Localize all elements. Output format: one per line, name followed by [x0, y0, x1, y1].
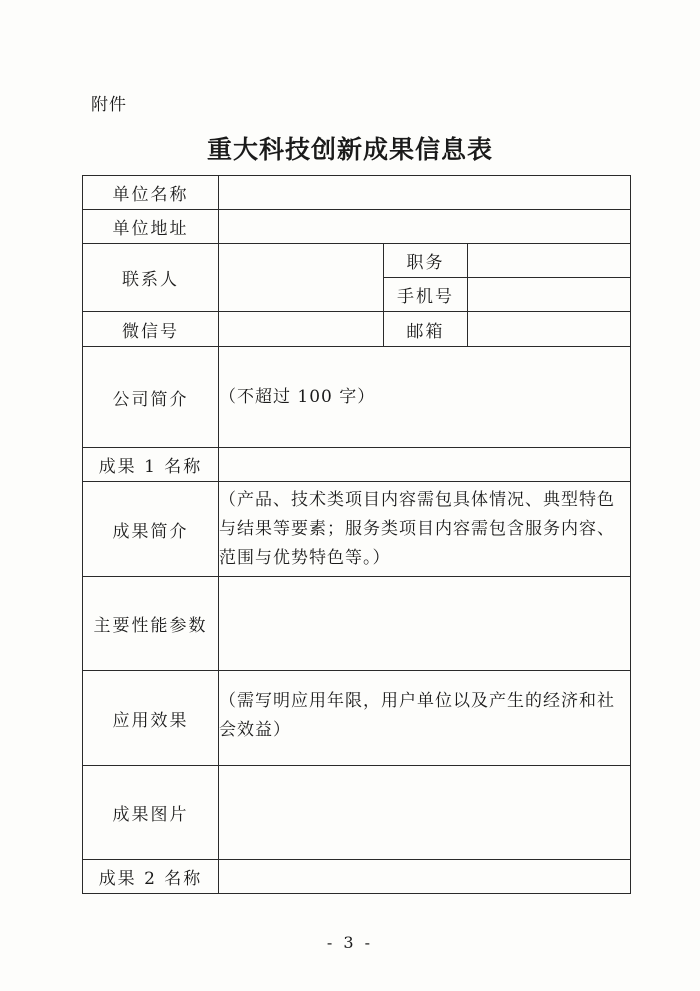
row-contact-position — [83, 244, 631, 278]
label-application-effect: 应用效果 — [83, 671, 219, 766]
field-position[interactable] — [468, 244, 631, 278]
label-unit-name: 单位名称 — [83, 176, 219, 210]
label-email: 邮箱 — [384, 312, 468, 347]
row-application-effect — [83, 671, 631, 766]
field-wechat[interactable] — [219, 312, 384, 347]
label-result-intro: 成果简介 — [83, 482, 219, 577]
row-result1-name — [83, 448, 631, 482]
label-mobile: 手机号 — [384, 278, 468, 312]
label-contact: 联系人 — [83, 244, 219, 312]
info-form-table — [82, 175, 631, 894]
note-result-intro[interactable]: （产品、技术类项目内容需包具体情况、典型特色与结果等要素；服务类项目内容需包含服务内容、范围与优势特色等。） — [219, 482, 631, 577]
attachment-label: 附件 — [91, 95, 127, 115]
label-company-intro: 公司简介 — [83, 347, 219, 448]
field-result2-name[interactable] — [219, 860, 631, 894]
row-unit-address — [83, 210, 631, 244]
note-application-effect[interactable]: （需写明应用年限，用户单位以及产生的经济和社会效益） — [219, 671, 631, 766]
row-result-images — [83, 766, 631, 860]
label-result-images: 成果图片 — [83, 766, 219, 860]
page-title: 重大科技创新成果信息表 — [206, 135, 493, 164]
note-company-intro[interactable]: （不超过 100 字） — [219, 347, 631, 448]
label-result2-name: 成果 2 名称 — [83, 860, 219, 894]
row-result-intro — [83, 482, 631, 577]
row-company-intro — [83, 347, 631, 448]
row-unit-name — [83, 176, 631, 210]
label-result1-name: 成果 1 名称 — [83, 448, 219, 482]
label-unit-address: 单位地址 — [83, 210, 219, 244]
field-contact[interactable] — [219, 244, 384, 312]
label-wechat: 微信号 — [83, 312, 219, 347]
field-email[interactable] — [468, 312, 631, 347]
label-main-params: 主要性能参数 — [83, 577, 219, 671]
field-mobile[interactable] — [468, 278, 631, 312]
field-main-params[interactable] — [219, 577, 631, 671]
field-unit-address[interactable] — [219, 210, 631, 244]
field-result-images[interactable] — [219, 766, 631, 860]
field-result1-name[interactable] — [219, 448, 631, 482]
row-result2-name — [83, 860, 631, 894]
field-unit-name[interactable] — [219, 176, 631, 210]
page-number: - 3 - — [326, 933, 374, 952]
label-position: 职务 — [384, 244, 468, 278]
row-main-params — [83, 577, 631, 671]
row-wechat-email — [83, 312, 631, 347]
